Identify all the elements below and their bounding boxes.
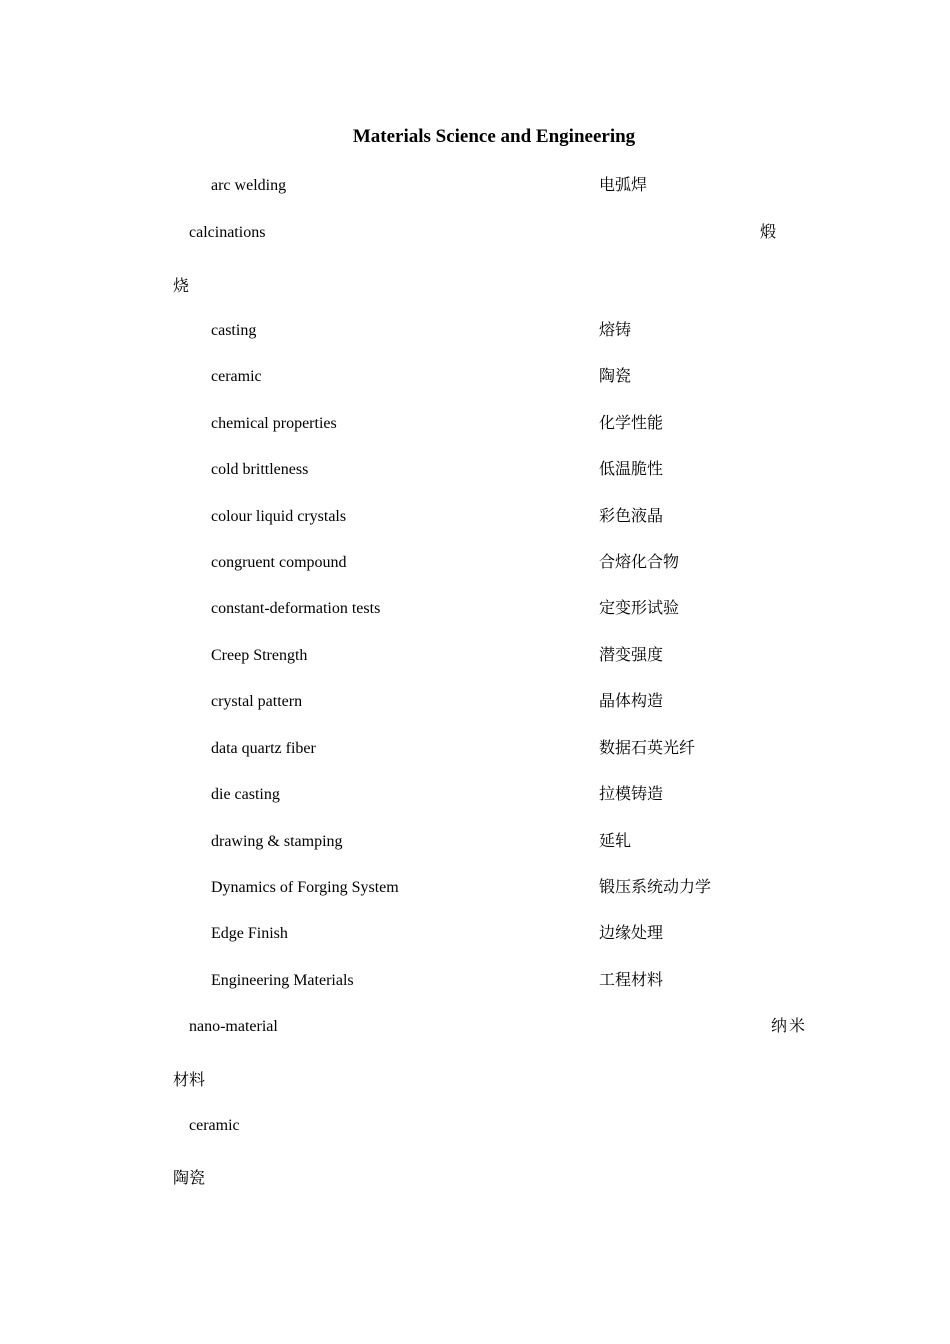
- term-english: chemical properties: [211, 415, 337, 432]
- term-chinese: 低温脆性: [599, 461, 664, 478]
- term-chinese: 彩色液晶: [599, 508, 664, 525]
- term-chinese: 拉模铸造: [599, 786, 664, 803]
- term-english: constant-deformation tests: [211, 600, 381, 617]
- term-chinese-part: 煅: [760, 224, 777, 241]
- term-chinese-continuation: 烧: [173, 278, 190, 295]
- term-chinese: 陶瓷: [599, 368, 632, 385]
- term-chinese: 合熔化合物: [599, 554, 680, 571]
- term-chinese: 定变形试验: [599, 600, 680, 617]
- term-chinese: 潜变强度: [599, 647, 664, 664]
- term-english: data quartz fiber: [211, 740, 316, 757]
- term-chinese: 延轧: [599, 833, 632, 850]
- term-chinese: 锻压系统动力学: [599, 879, 712, 896]
- document-title: Materials Science and Engineering: [352, 126, 636, 147]
- term-chinese-continuation: 陶瓷: [173, 1170, 206, 1187]
- term-english: Dynamics of Forging System: [211, 879, 399, 896]
- term-english: Edge Finish: [211, 925, 288, 942]
- term-chinese: 边缘处理: [599, 925, 664, 942]
- term-english: congruent compound: [211, 554, 347, 571]
- term-english: cold brittleness: [211, 461, 309, 478]
- term-english: arc welding: [211, 177, 287, 194]
- term-english: colour liquid crystals: [211, 508, 347, 525]
- term-english: ceramic: [189, 1117, 240, 1134]
- term-chinese: 电弧焊: [599, 177, 648, 194]
- term-english: casting: [211, 322, 257, 339]
- term-chinese: 工程材料: [599, 972, 664, 989]
- term-english: drawing & stamping: [211, 833, 343, 850]
- term-english: ceramic: [211, 368, 262, 385]
- term-english: die casting: [211, 786, 280, 803]
- term-chinese: 晶体构造: [599, 693, 664, 710]
- term-chinese: 化学性能: [599, 415, 664, 432]
- term-english: crystal pattern: [211, 693, 303, 710]
- term-chinese: 数据石英光纤: [599, 740, 696, 757]
- term-english: Engineering Materials: [211, 972, 354, 989]
- term-english: nano-material: [189, 1018, 278, 1035]
- term-chinese: 熔铸: [599, 322, 632, 339]
- term-english: Creep Strength: [211, 647, 308, 664]
- term-chinese-continuation: 材料: [173, 1072, 206, 1089]
- term-english: calcinations: [189, 224, 266, 241]
- term-chinese-part: 纳米: [771, 1018, 808, 1035]
